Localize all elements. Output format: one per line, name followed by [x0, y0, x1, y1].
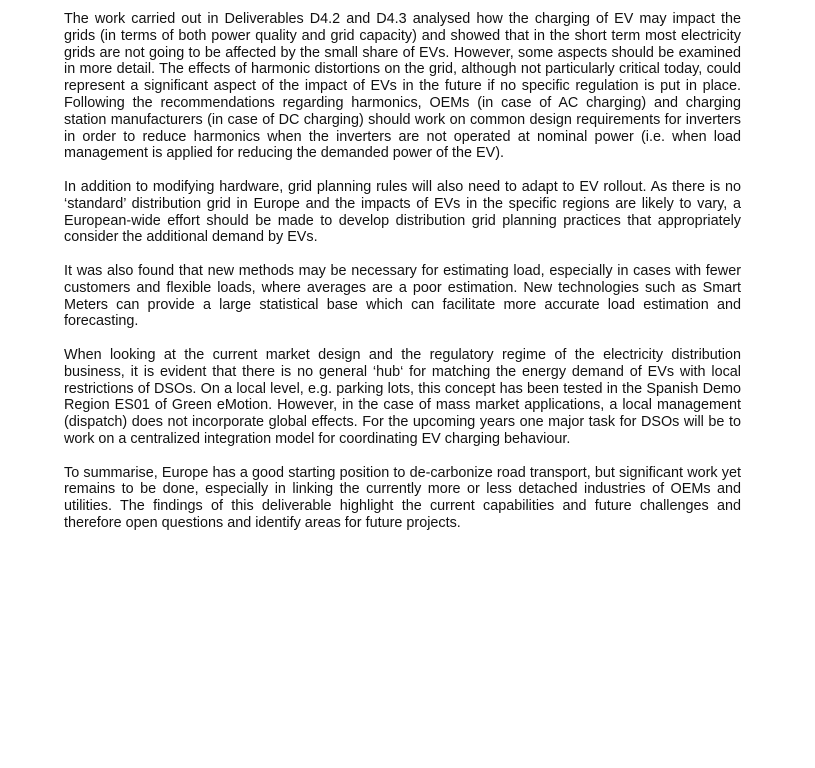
document-body: [64, 11, 741, 549]
paragraph-summary: To summarise, Europe has a good starting position to de-carbonize road transport, but significant work yet remains to be done, especially in linking the currently more or less detached industries of OEMs and utilities. The findings of this deliverable highlight the current capabilities and future challenges and therefore open questions and identify areas for future projects.: [64, 464, 741, 531]
paragraph-grid-impact: The work carried out in Deliverables D4.2 and D4.3 analysed how the charging of EV may impact the grids (in terms of both power quality and grid capacity) and showed that in the short term most electricity grids are not going to be affected by the small share of EVs. However, some aspects should be examined in more detail. The effects of harmonic distortions on the grid, although not particularly critical today, could represent a significant aspect of the impact of EVs in the future if no specific regulation is put in place. Following the recommendations regarding harmonics, OEMs (in case of AC charging) and charging station manufacturers (in case of DC charging) should work on common design requirements for inverters in order to reduce harmonics when the inverters are not operated at nominal power (i.e. when load management is applied for reducing the demanded power of the EV).: [64, 11, 741, 162]
paragraph-grid-planning: In addition to modifying hardware, grid planning rules will also need to adapt to EV rollout. As there is no ‘standard’ distribution grid in Europe and the impacts of EVs in the specific regions are likely to vary, a European-wide effort should be made to develop distribution grid planning practices that appropriately consider the additional demand by EVs.: [64, 178, 741, 246]
paragraph-load-estimation: It was also found that new methods may be necessary for estimating load, especially in cases with fewer customers and flexible loads, where averages are a poor estimation. New technologies such as Smart Meters can provide a large statistical base which can facilitate more accurate load estimation and forecasting.: [64, 262, 741, 330]
paragraph-market-design: When looking at the current market design and the regulatory regime of the electricity distribution business, it is evident that there is no general ‘hub‘ for matching the energy demand of EVs with local restrictions of DSOs. On a local level, e.g. parking lots, this concept has been tested in the Spanish Demo Region ES01 of Green eMotion. However, in the case of mass market applications, a local management (dispatch) does not incorporate global effects. For the upcoming years one major task for DSOs will be to work on a centralized integration model for coordinating EV charging behaviour.: [64, 346, 741, 447]
